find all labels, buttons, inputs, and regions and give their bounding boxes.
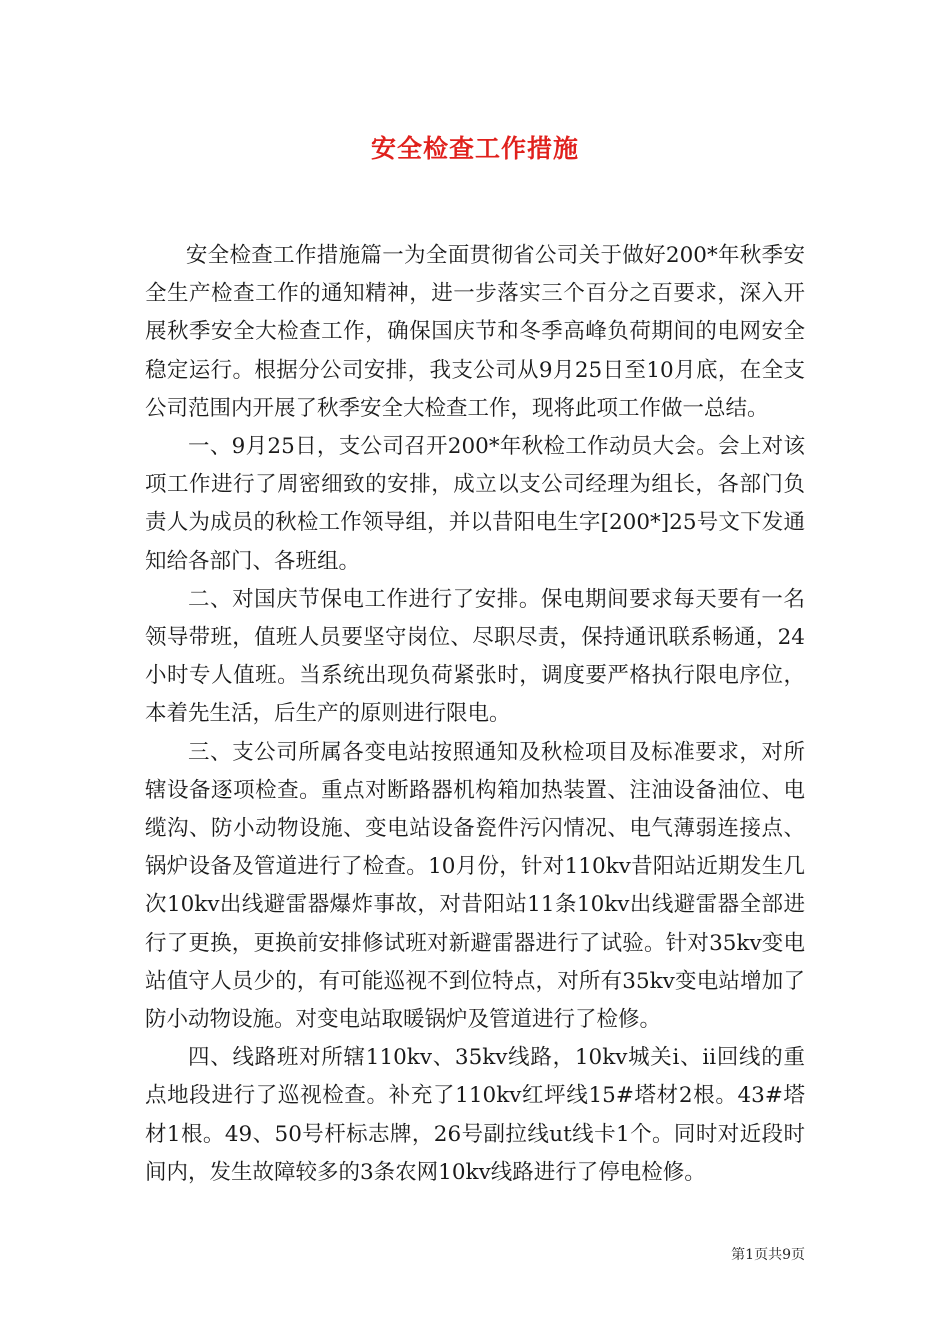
paragraph-section-1: 一、9月25日，支公司召开200*年秋检工作动员大会。会上对该项工作进行了周密细致的安排，成立以支公司经理为组长，各部门负责人为成员的秋检工作领导组，并以昔阳电生字[200*]25号文下发通知给各部门、各班组。 bbox=[145, 434, 805, 574]
paragraph-section-3: 三、支公司所属各变电站按照通知及秋检项目及标准要求，对所辖设备逐项检查。重点对断路器机构箱加热装置、注油设备油位、电缆沟、防小动物设施、变电站设备瓷件污闪情况、电气薄弱连接点、锅炉设备及管道进行了检查。10月份，针对110kv昔阳站近期发生几次10kv出线避雷器爆炸事故，对昔阳站11条10kv出线避雷器全部进行了更换，更换前安排修试班对新避雷器进行了试验。针对35kv变电站值守人员少的，有可能巡视不到位特点，对所有35kv变电站增加了防小动物设施。对变电站取暖锅炉及管道进行了检修。 bbox=[145, 739, 805, 1033]
document-body bbox=[145, 237, 805, 1192]
page-number: 第1页共9页 bbox=[731, 1247, 805, 1263]
paragraph-section-4: 四、线路班对所辖110kv、35kv线路，10kv城关i、ii回线的重点地段进行了巡视检查。补充了110kv红坪线15#塔材2根。43#塔材1根。49、50号杆标志牌，26号副拉线ut线卡1个。同时对近段时间内，发生故障较多的3条农网10kv线路进行了停电检修。 bbox=[145, 1045, 805, 1185]
document-title: 安全检查工作措施 bbox=[370, 134, 579, 163]
paragraph-section-2: 二、对国庆节保电工作进行了安排。保电期间要求每天要有一名领导带班，值班人员要坚守岗位、尽职尽责，保持通讯联系畅通，24小时专人值班。当系统出现负荷紧张时，调度要严格执行限电序位，本着先生活，后生产的原则进行限电。 bbox=[145, 586, 805, 727]
paragraph-intro: 安全检查工作措施篇一为全面贯彻省公司关于做好200*年秋季安全生产检查工作的通知精神，进一步落实三个百分之百要求，深入开展秋季安全大检查工作，确保国庆节和冬季高峰负荷期间的电网安全稳定运行。根据分公司安排，我支公司从9月25日至10月底，在全支公司范围内开展了秋季安全大检查工作，现将此项工作做一总结。 bbox=[145, 243, 805, 421]
